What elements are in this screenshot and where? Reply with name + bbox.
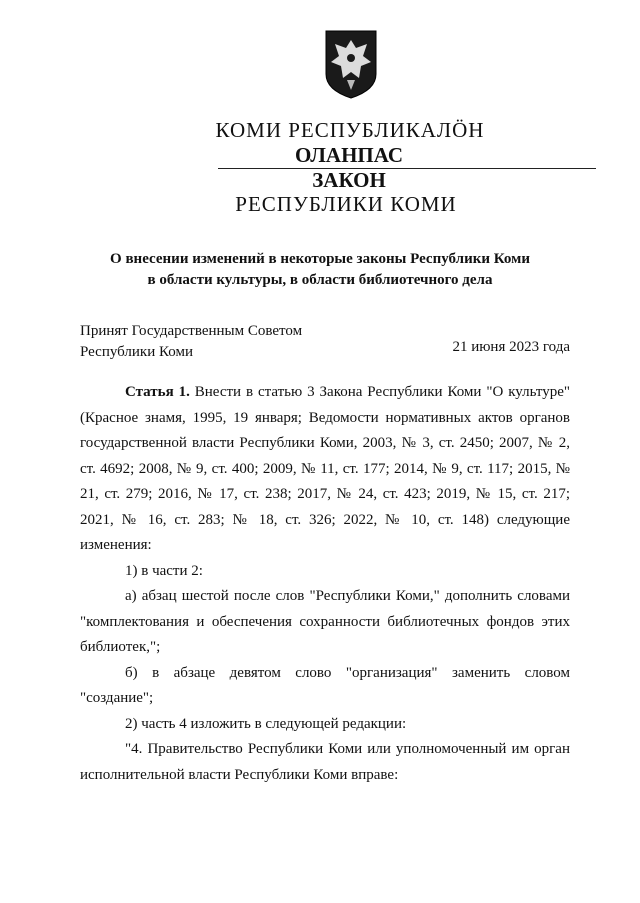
law-title-line-2: в области культуры, в области библиотечного дела (147, 272, 493, 288)
article-1-text: Внести в статью 3 Закона Республики Коми "О культуре" (Красное знамя, 1995, 19 января; Ведомости нормативных актов органов государственной власти Республики Коми, 2003, № 3, ст. 2450; 2007, № 2, ст. 4692; 2008, № 9, ст. 400; 2009, № 11, ст. 177; 2014, № 9, ст. 117; 2015, № 21, ст. 279; 2016, № 17, ст. 238; 2017, № 24, ст. 423; 2019, № 15, ст. 217; 2021, № 16, ст. 283; № 18, ст. 326; 2022, № 10, ст. 148) следующие изменения: (80, 384, 571, 553)
paragraph-item-b: б) в абзаце девятом слово "организация" заменить словом "создание"; (80, 664, 570, 706)
adopted-line-2: Республики Коми (80, 344, 193, 360)
paragraph-item-2: 2) часть 4 изложить в следующей редакции: (125, 715, 407, 732)
adopted-by (80, 321, 302, 363)
header-respubliki: РЕСПУБЛИКИ КОМИ (235, 192, 457, 216)
law-title (80, 249, 560, 291)
paragraph-item-4: "4. Правительство Республики Коми или уполномоченный им орган исполнительной власти Республики Коми вправе: (80, 741, 570, 783)
header-komi-title: КОМИ РЕСПУБЛИКАЛÖН (215, 118, 485, 142)
article-1-paragraph (80, 380, 570, 559)
header-zakon: ЗАКОН (312, 168, 386, 192)
adopted-line-1: Принят Государственным Советом (80, 323, 303, 339)
header-olanpas: ОЛАНПАС (294, 143, 404, 167)
komi-coat-of-arms-icon (323, 28, 379, 100)
law-title-line-1: О внесении изменений в некоторые законы Республики Коми (110, 251, 530, 267)
paragraph-item-a: а) абзац шестой после слов "Республики Коми," дополнить словами "комплектования и обеспечения сохранности библиотечных фондов этих библиотек,"; (80, 588, 570, 655)
adoption-date: 21 июня 2023 года (452, 339, 570, 355)
law-body (80, 380, 570, 788)
paragraph-item-1: 1) в части 2: (125, 562, 203, 579)
article-label: Статья 1. (125, 384, 190, 400)
